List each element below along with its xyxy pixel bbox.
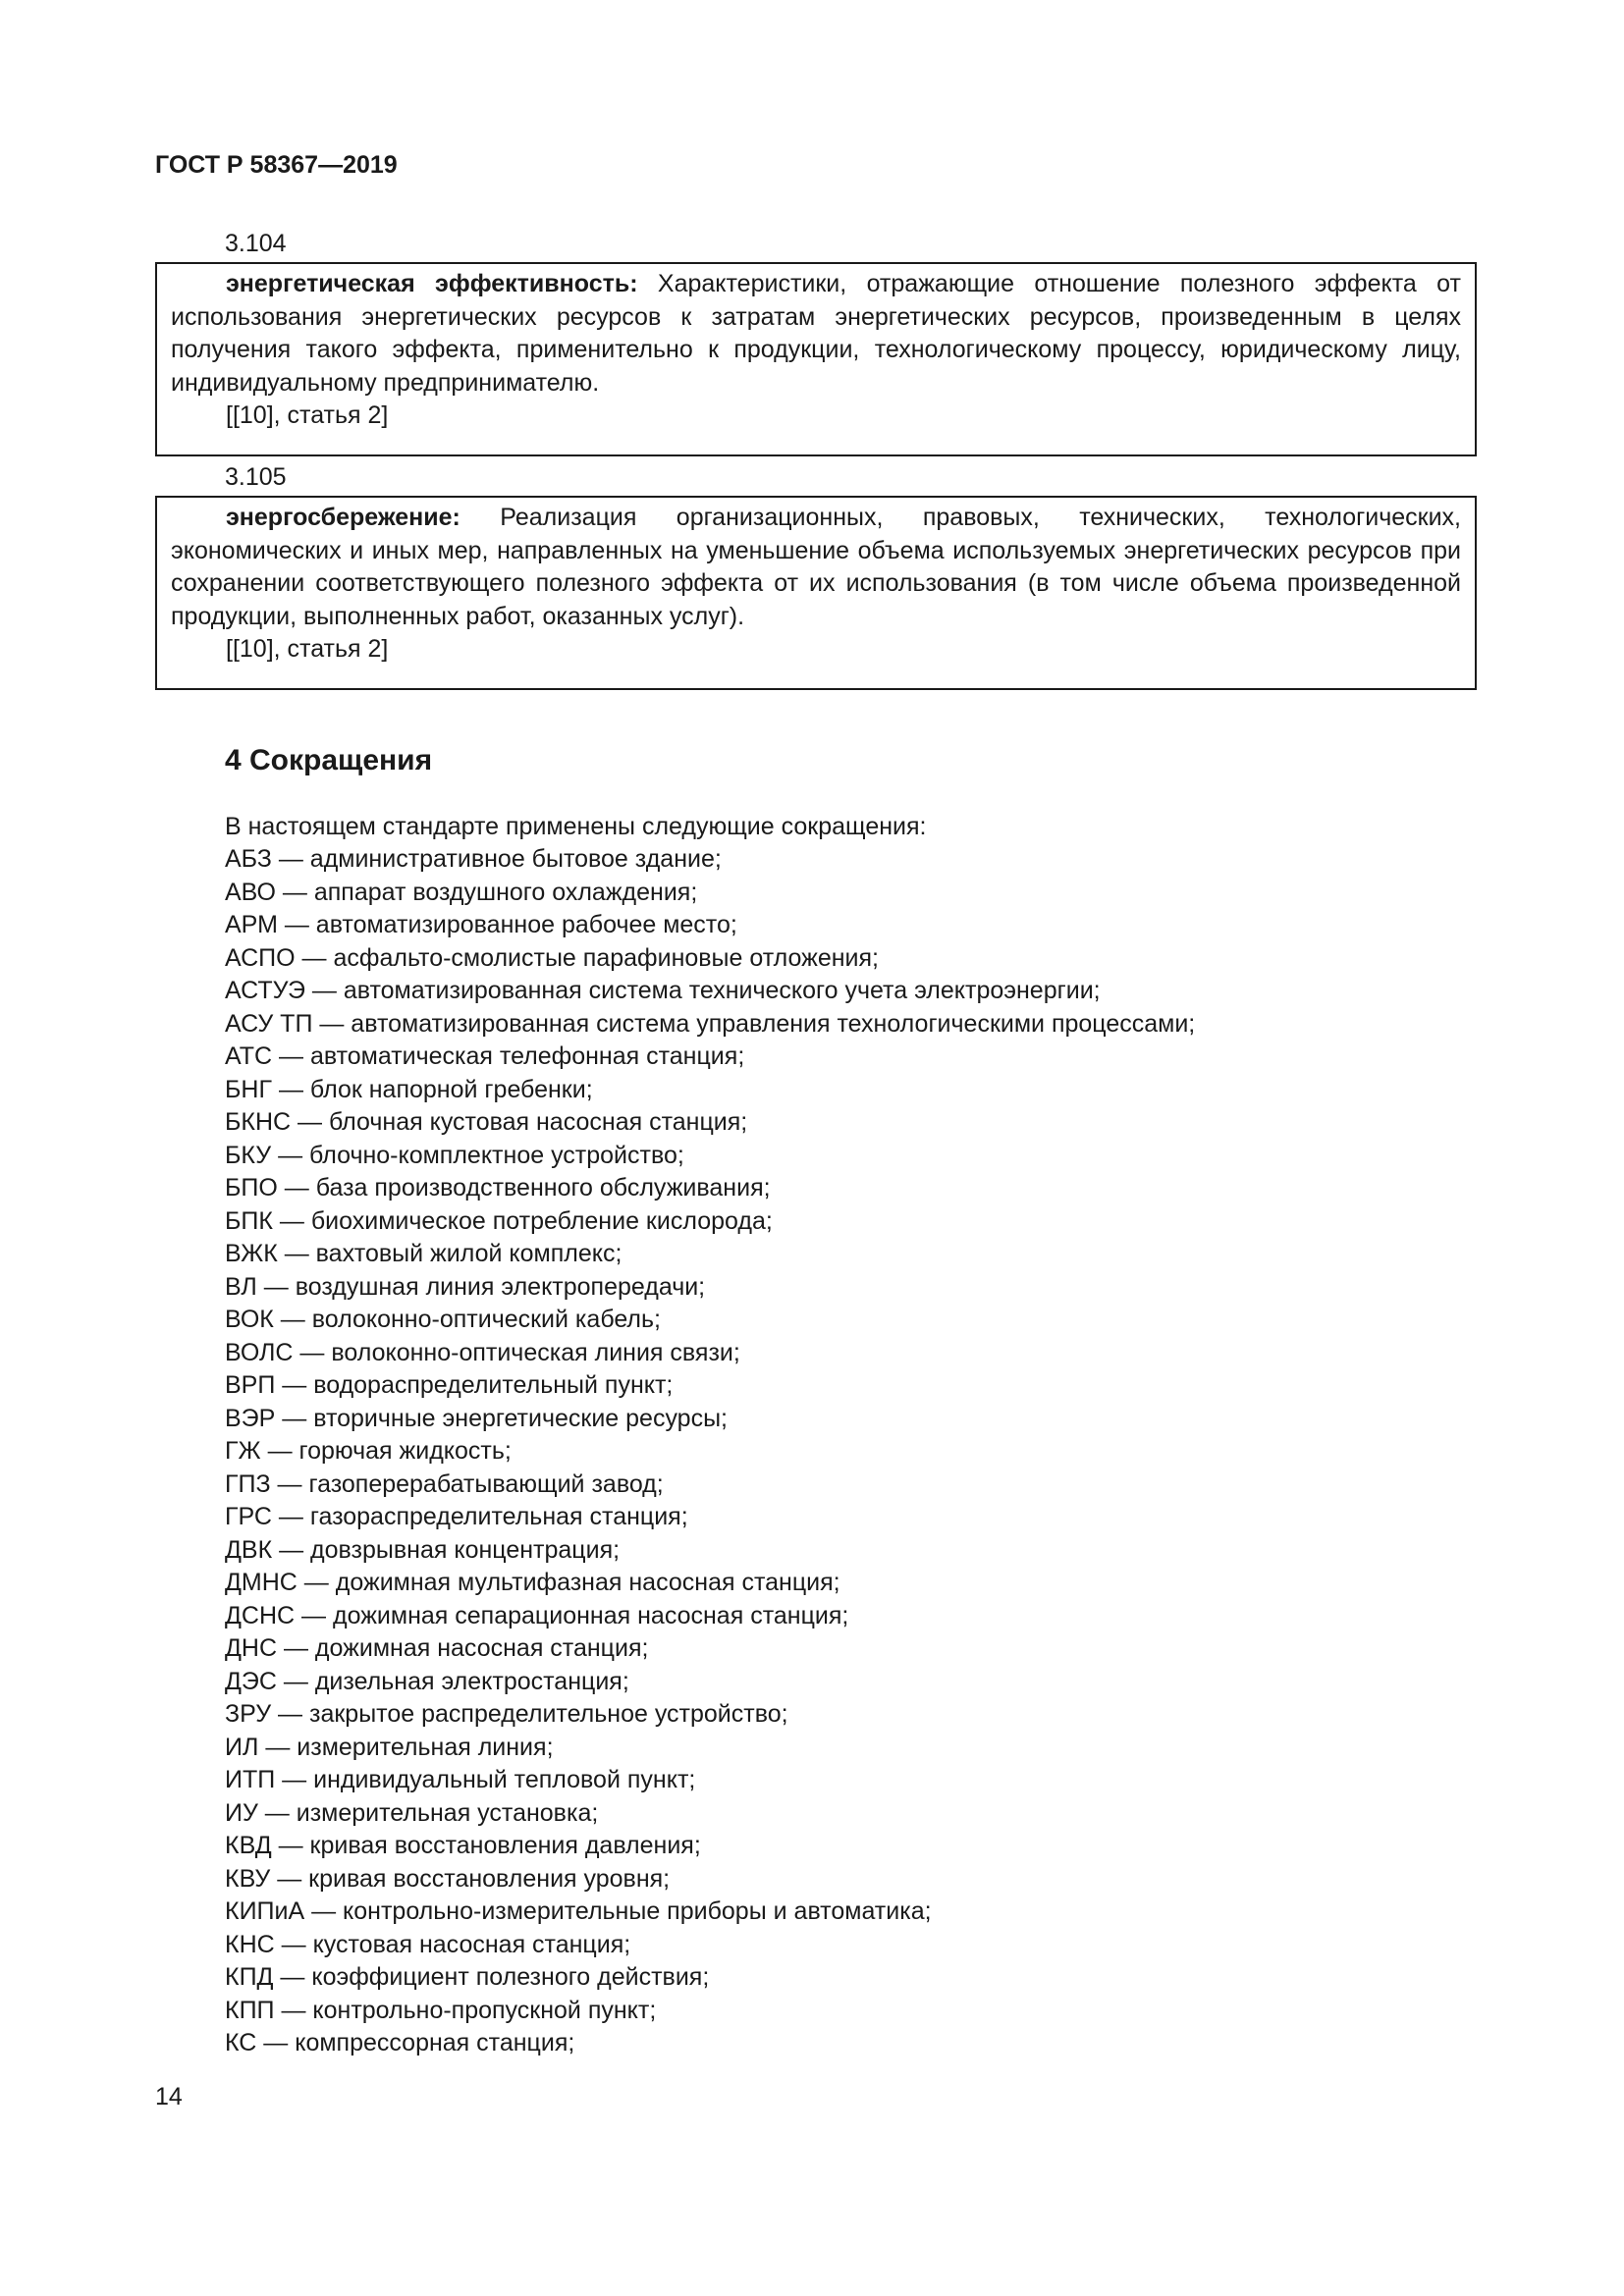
abbreviation-item: АСТУЭ — автоматизированная система технического учета электроэнергии; — [225, 977, 1101, 1004]
term-source: [[10], статья 2] — [226, 635, 389, 663]
abbreviation-item: ИУ — измерительная установка; — [225, 1798, 599, 1827]
abbreviation-item: ВРП — водораспределительный пункт; — [225, 1371, 674, 1399]
abbreviation-item: ЗРУ — закрытое распределительное устройство; — [225, 1700, 788, 1728]
abbreviation-item: АВО — аппарат воздушного охлаждения; — [225, 878, 698, 906]
abbreviation-item: ГРС — газораспределительная станция; — [225, 1503, 688, 1530]
term-definition-paragraph — [171, 268, 1461, 400]
abbreviation-item: ДМНС — дожимная мультифазная насосная станция; — [225, 1569, 840, 1596]
abbreviation-item: КИПиА — контрольно-измерительные приборы и автоматика; — [225, 1897, 932, 1925]
term-box-3-105 — [155, 496, 1477, 690]
page-number: 14 — [155, 2083, 183, 2110]
abbreviation-item: БКНС — блочная кустовая насосная станция; — [225, 1108, 748, 1136]
section-intro: В настоящем стандарте применены следующие сокращения: — [225, 813, 927, 840]
abbreviation-item: ДЭС — дизельная электростанция; — [225, 1667, 629, 1695]
abbreviation-item: КС — компрессорная станция; — [225, 2029, 575, 2056]
abbreviation-item: КПД — коэффициент полезного действия; — [225, 1963, 710, 1991]
term-definition: Реализация организационных, правовых, технических, технологических, экономических и иных мер, направленных на уменьшение объема используемых энергетических ресурсов при сохранении соответствующего полезного эффекта от их использования (в том числе объема произведенной продукции, выполненных работ, оказанных услуг). — [171, 504, 1461, 630]
term-number-3-104: 3.104 — [225, 230, 287, 257]
abbreviation-item: КНС — кустовая насосная станция; — [225, 1930, 631, 1958]
abbreviation-item: КВД — кривая восстановления давления; — [225, 1832, 701, 1859]
abbreviation-item: КВУ — кривая восстановления уровня; — [225, 1864, 671, 1893]
abbreviation-item: ВЛ — воздушная линия электропередачи; — [225, 1272, 706, 1301]
abbreviation-item: ГПЗ — газоперерабатывающий завод; — [225, 1469, 664, 1498]
term-number-3-105: 3.105 — [225, 463, 287, 491]
abbreviation-item: ВОК — волоконно-оптический кабель; — [225, 1306, 661, 1333]
abbreviation-item: ИТП — индивидуальный тепловой пункт; — [225, 1766, 696, 1793]
abbreviation-item: БКУ — блочно-комплектное устройство; — [225, 1141, 684, 1169]
abbreviation-item: АБЗ — административное бытовое здание; — [225, 845, 722, 873]
abbreviation-item: ВЖК — вахтовый жилой комплекс; — [225, 1240, 623, 1267]
abbreviation-item: АТС — автоматическая телефонная станция; — [225, 1042, 745, 1070]
abbreviation-item: АРМ — автоматизированное рабочее место; — [225, 911, 737, 938]
document-header: ГОСТ Р 58367—2019 — [155, 151, 398, 179]
term-source: [[10], статья 2] — [226, 401, 389, 429]
abbreviation-item: ИЛ — измерительная линия; — [225, 1733, 554, 1761]
abbreviation-item: ДСНС — дожимная сепарационная насосная станция; — [225, 1601, 849, 1629]
abbreviation-list — [225, 843, 1195, 2060]
abbreviation-item: БНГ — блок напорной гребенки; — [225, 1075, 593, 1103]
section-title: 4 Сокращения — [225, 744, 433, 776]
abbreviation-item: ВОЛС — волоконно-оптическая линия связи; — [225, 1338, 740, 1366]
abbreviation-item: ГЖ — горючая жидкость; — [225, 1437, 512, 1465]
abbreviation-item: АСУ ТП — автоматизированная система управления технологическими процессами; — [225, 1009, 1196, 1038]
term-name: энергетическая эффективность: — [226, 270, 638, 297]
abbreviation-item: БПО — база производственного обслуживания; — [225, 1174, 771, 1201]
term-definition-paragraph — [171, 502, 1461, 633]
abbreviation-item: АСПО — асфальто-смолистые парафиновые отложения; — [225, 943, 880, 972]
abbreviation-item: ДНС — дожимная насосная станция; — [225, 1634, 649, 1662]
term-definition: Характеристики, отражающие отношение полезного эффекта от использования энергетических ресурсов к затратам энергетических ресурсов, произведенным в целях получения такого эффекта, применительно к продукции, технологическому процессу, юридическому лицу, индивидуальному предпринимателю. — [171, 270, 1461, 397]
term-name: энергосбережение: — [226, 504, 460, 531]
abbreviation-item: БПК — биохимическое потребление кислорода; — [225, 1206, 773, 1235]
term-box-3-104 — [155, 262, 1477, 456]
abbreviation-item: ДВК — довзрывная концентрация; — [225, 1535, 621, 1564]
abbreviation-item: ВЭР — вторичные энергетические ресурсы; — [225, 1404, 728, 1432]
abbreviation-item: КПП — контрольно-пропускной пункт; — [225, 1996, 657, 2024]
